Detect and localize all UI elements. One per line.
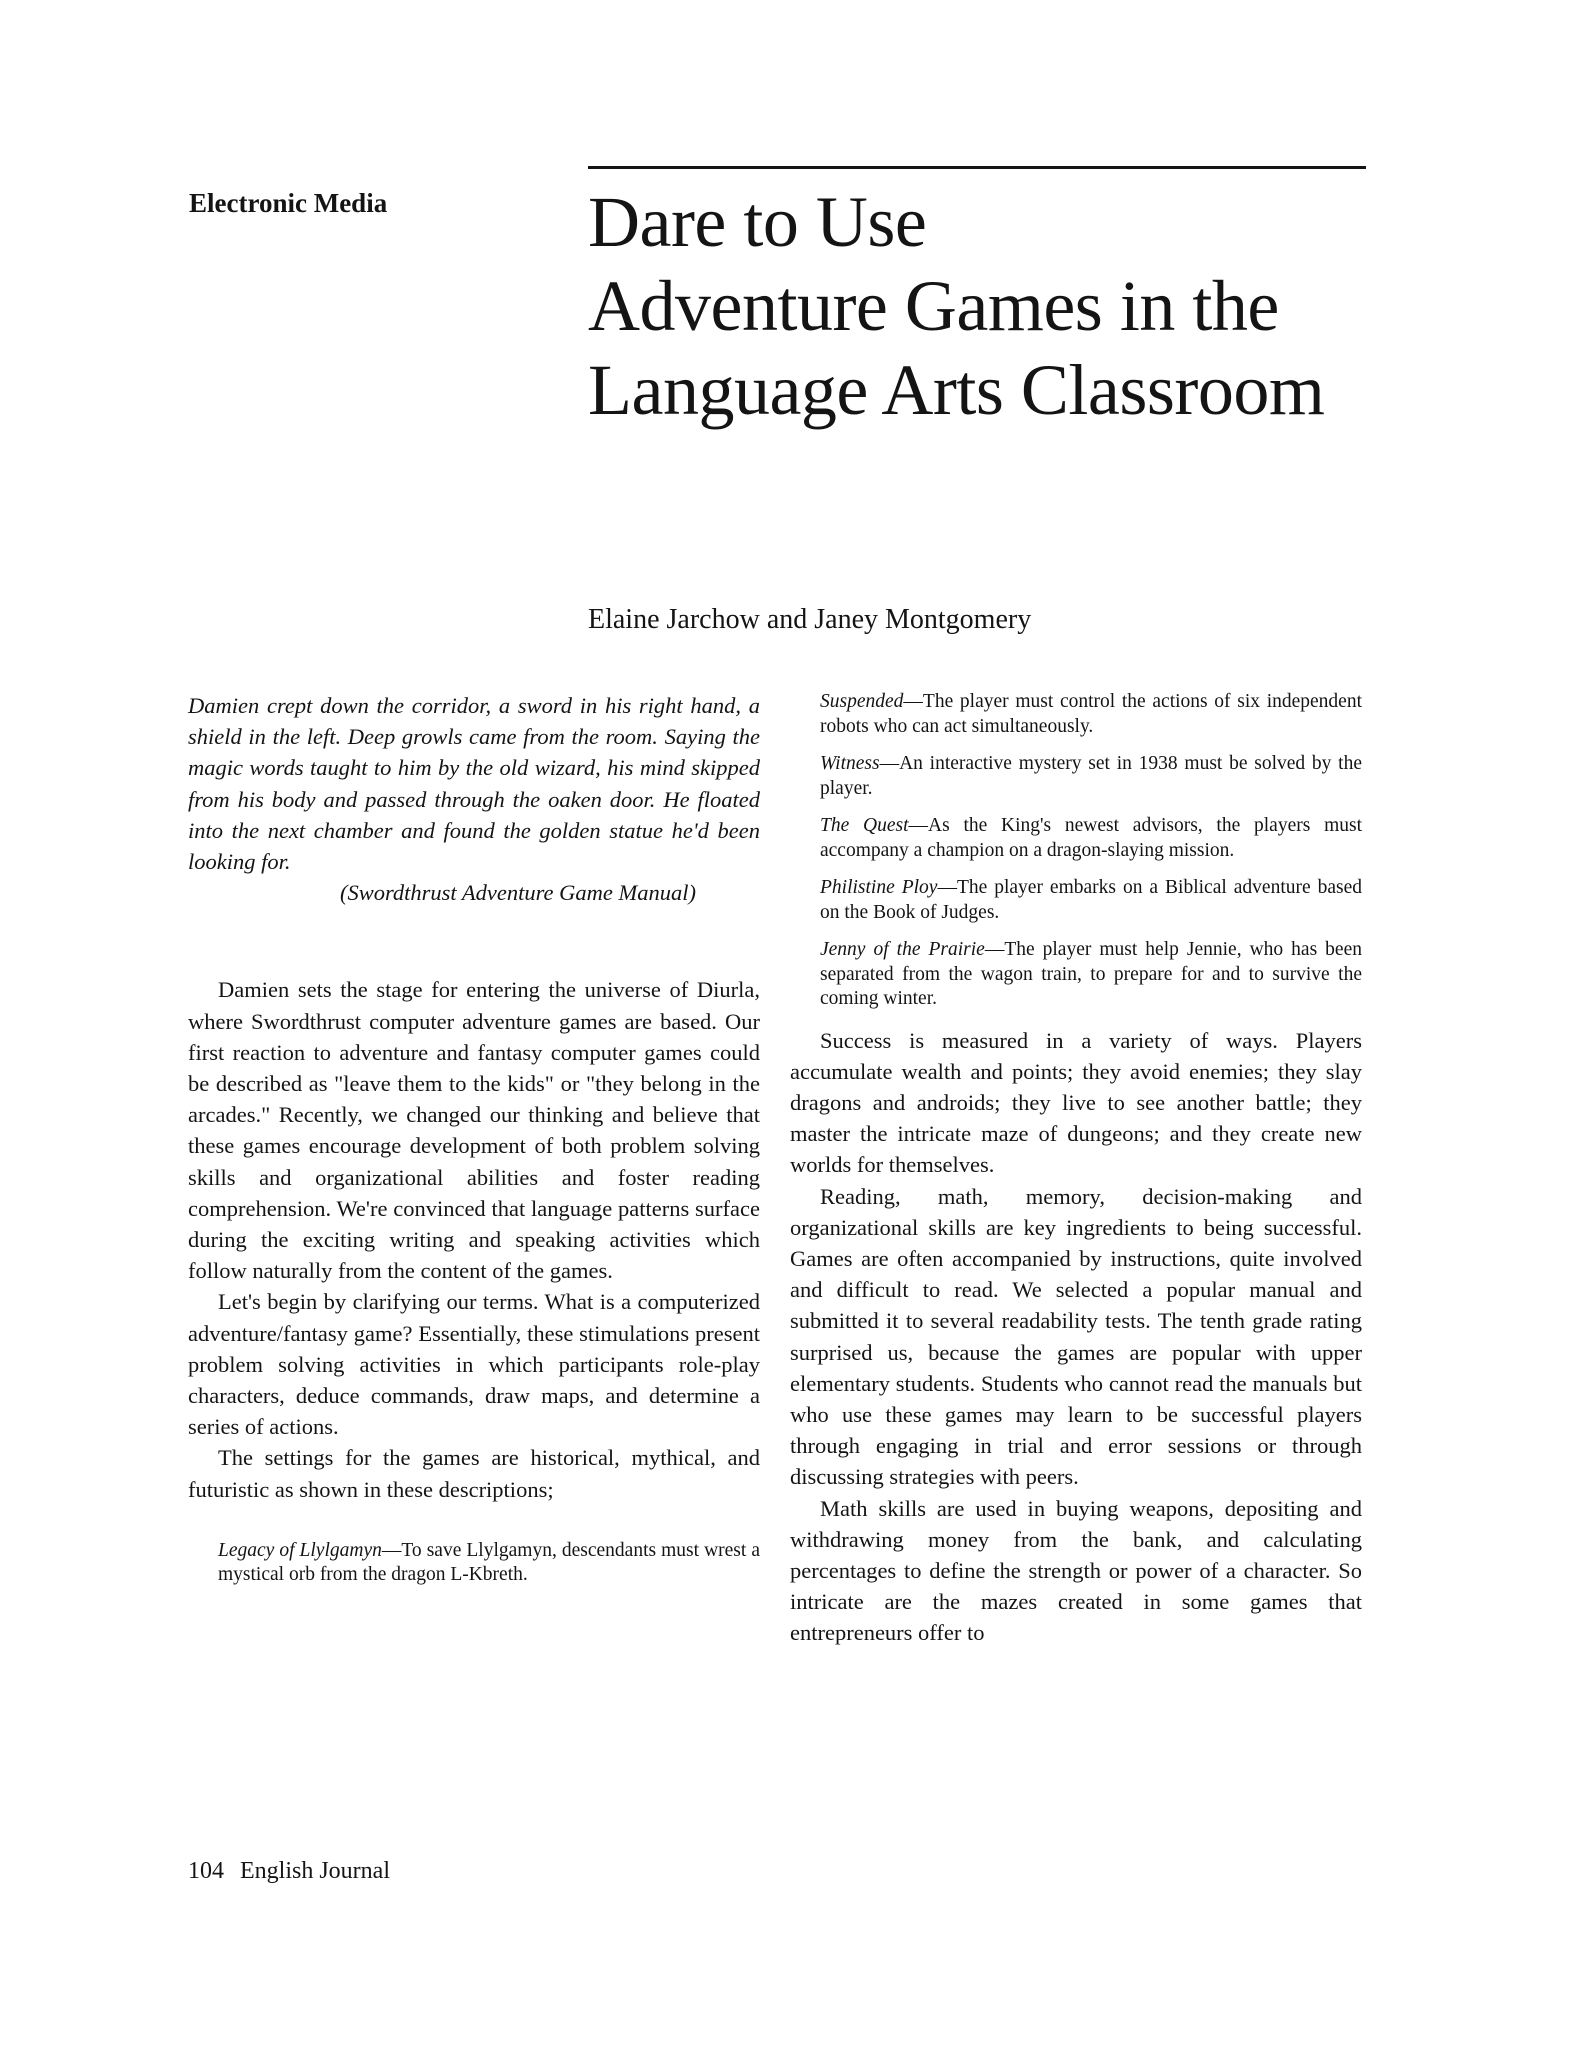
game-entry	[820, 938, 1362, 1012]
game-name: Philistine Ploy	[820, 877, 938, 898]
game-name: The Quest	[820, 815, 909, 836]
page-number: 104	[188, 1858, 224, 1884]
game-name: Jenny of the Prairie	[820, 939, 985, 960]
game-description: —To save Llylgamyn, descendants must wrest a mystical orb from the dragon L-Kbreth.	[218, 1539, 760, 1586]
title-line: Dare to Use	[588, 182, 927, 262]
epigraph-source: (Swordthrust Adventure Game Manual)	[340, 880, 697, 906]
section-label: Electronic Media	[189, 188, 388, 218]
game-description: —The player embarks on a Biblical adventure based on the Book of Judges.	[820, 877, 1362, 923]
epigraph-text: Damien crept down the corridor, a sword in his right hand, a shield in the left. Deep growls came from the room. Saying the magic words taught to him by the old wizard, his mind skipped from his body and passed through the oaken door. He floated into the next chamber and found the golden statue he'd been looking for.	[188, 693, 760, 875]
body-paragraph: Let's begin by clarifying our terms. What is a computerized adventure/fantasy game? Essentially, these stimulations present problem solving activities in which participants role-play characters, deduce commands, draw maps, and determine a series of actions.	[188, 1289, 760, 1440]
game-entry	[820, 814, 1362, 863]
game-description: —The player must help Jennie, who has been separated from the wagon train, to prepare for and to survive the coming winter.	[820, 939, 1362, 1009]
page-footer	[188, 1858, 390, 1885]
game-entry	[218, 1539, 760, 1588]
game-name: Witness	[820, 753, 880, 774]
game-name: Legacy of Llylgamyn	[218, 1539, 382, 1561]
game-description: —The player must control the actions of six independent robots who can act simultaneously.	[820, 691, 1362, 737]
body-paragraph: Damien sets the stage for entering the universe of Diurla, where Swordthrust computer adventure games are based. Our first reaction to adventure and fantasy computer games could be described as "leave them to the kids" or "they belong in the arcades." Recently, we changed our thinking and believe that these games encourage development of both problem solving skills and organizational abilities and foster reading comprehension. We're convinced that language patterns surface during the exciting writing and speaking activities which follow naturally from the content of the games.	[188, 977, 760, 1284]
title-line: Language Arts Classroom	[588, 350, 1325, 430]
article-title	[588, 180, 1378, 432]
game-description: —As the King's newest advisors, the players must accompany a champion on a dragon-slaying mission.	[820, 815, 1363, 861]
title-line: Adventure Games in the	[588, 266, 1279, 346]
game-entry	[820, 876, 1362, 925]
byline: Elaine Jarchow and Janey Montgomery	[588, 604, 1032, 635]
body-paragraph: Reading, math, memory, decision-making and organizational skills are key ingredients to being successful. Games are often accompanied by instructions, quite involved and difficult to read. We selected a popular manual and submitted it to several readability tests. The tenth grade rating surprised us, because the games are popular with upper elementary students. Students who cannot read the manuals but who use these games may learn to be successful players through engaging in trial and error sessions or through discussing strategies with peers.	[790, 1183, 1362, 1490]
right-column	[790, 690, 1362, 1649]
game-entry	[820, 752, 1362, 801]
game-entry	[820, 690, 1362, 739]
title-rule	[588, 166, 1366, 169]
left-column	[188, 690, 760, 1601]
body-paragraph: Math skills are used in buying weapons, depositing and withdrawing money from the bank, and calculating percentages to define the strength or power of a character. So intricate are the mazes created in some games that entrepreneurs offer to	[790, 1495, 1362, 1646]
body-paragraph: The settings for the games are historical, mythical, and futuristic as shown in these descriptions;	[188, 1445, 760, 1502]
game-description: —An interactive mystery set in 1938 must be solved by the player.	[820, 753, 1362, 799]
game-name: Suspended	[820, 691, 904, 712]
journal-name: English Journal	[240, 1858, 390, 1884]
body-paragraph: Success is measured in a variety of ways. Players accumulate wealth and points; they avoid enemies; they slay dragons and androids; they live to see another battle; they master the intricate maze of dungeons; and they create new worlds for themselves.	[790, 1027, 1362, 1178]
